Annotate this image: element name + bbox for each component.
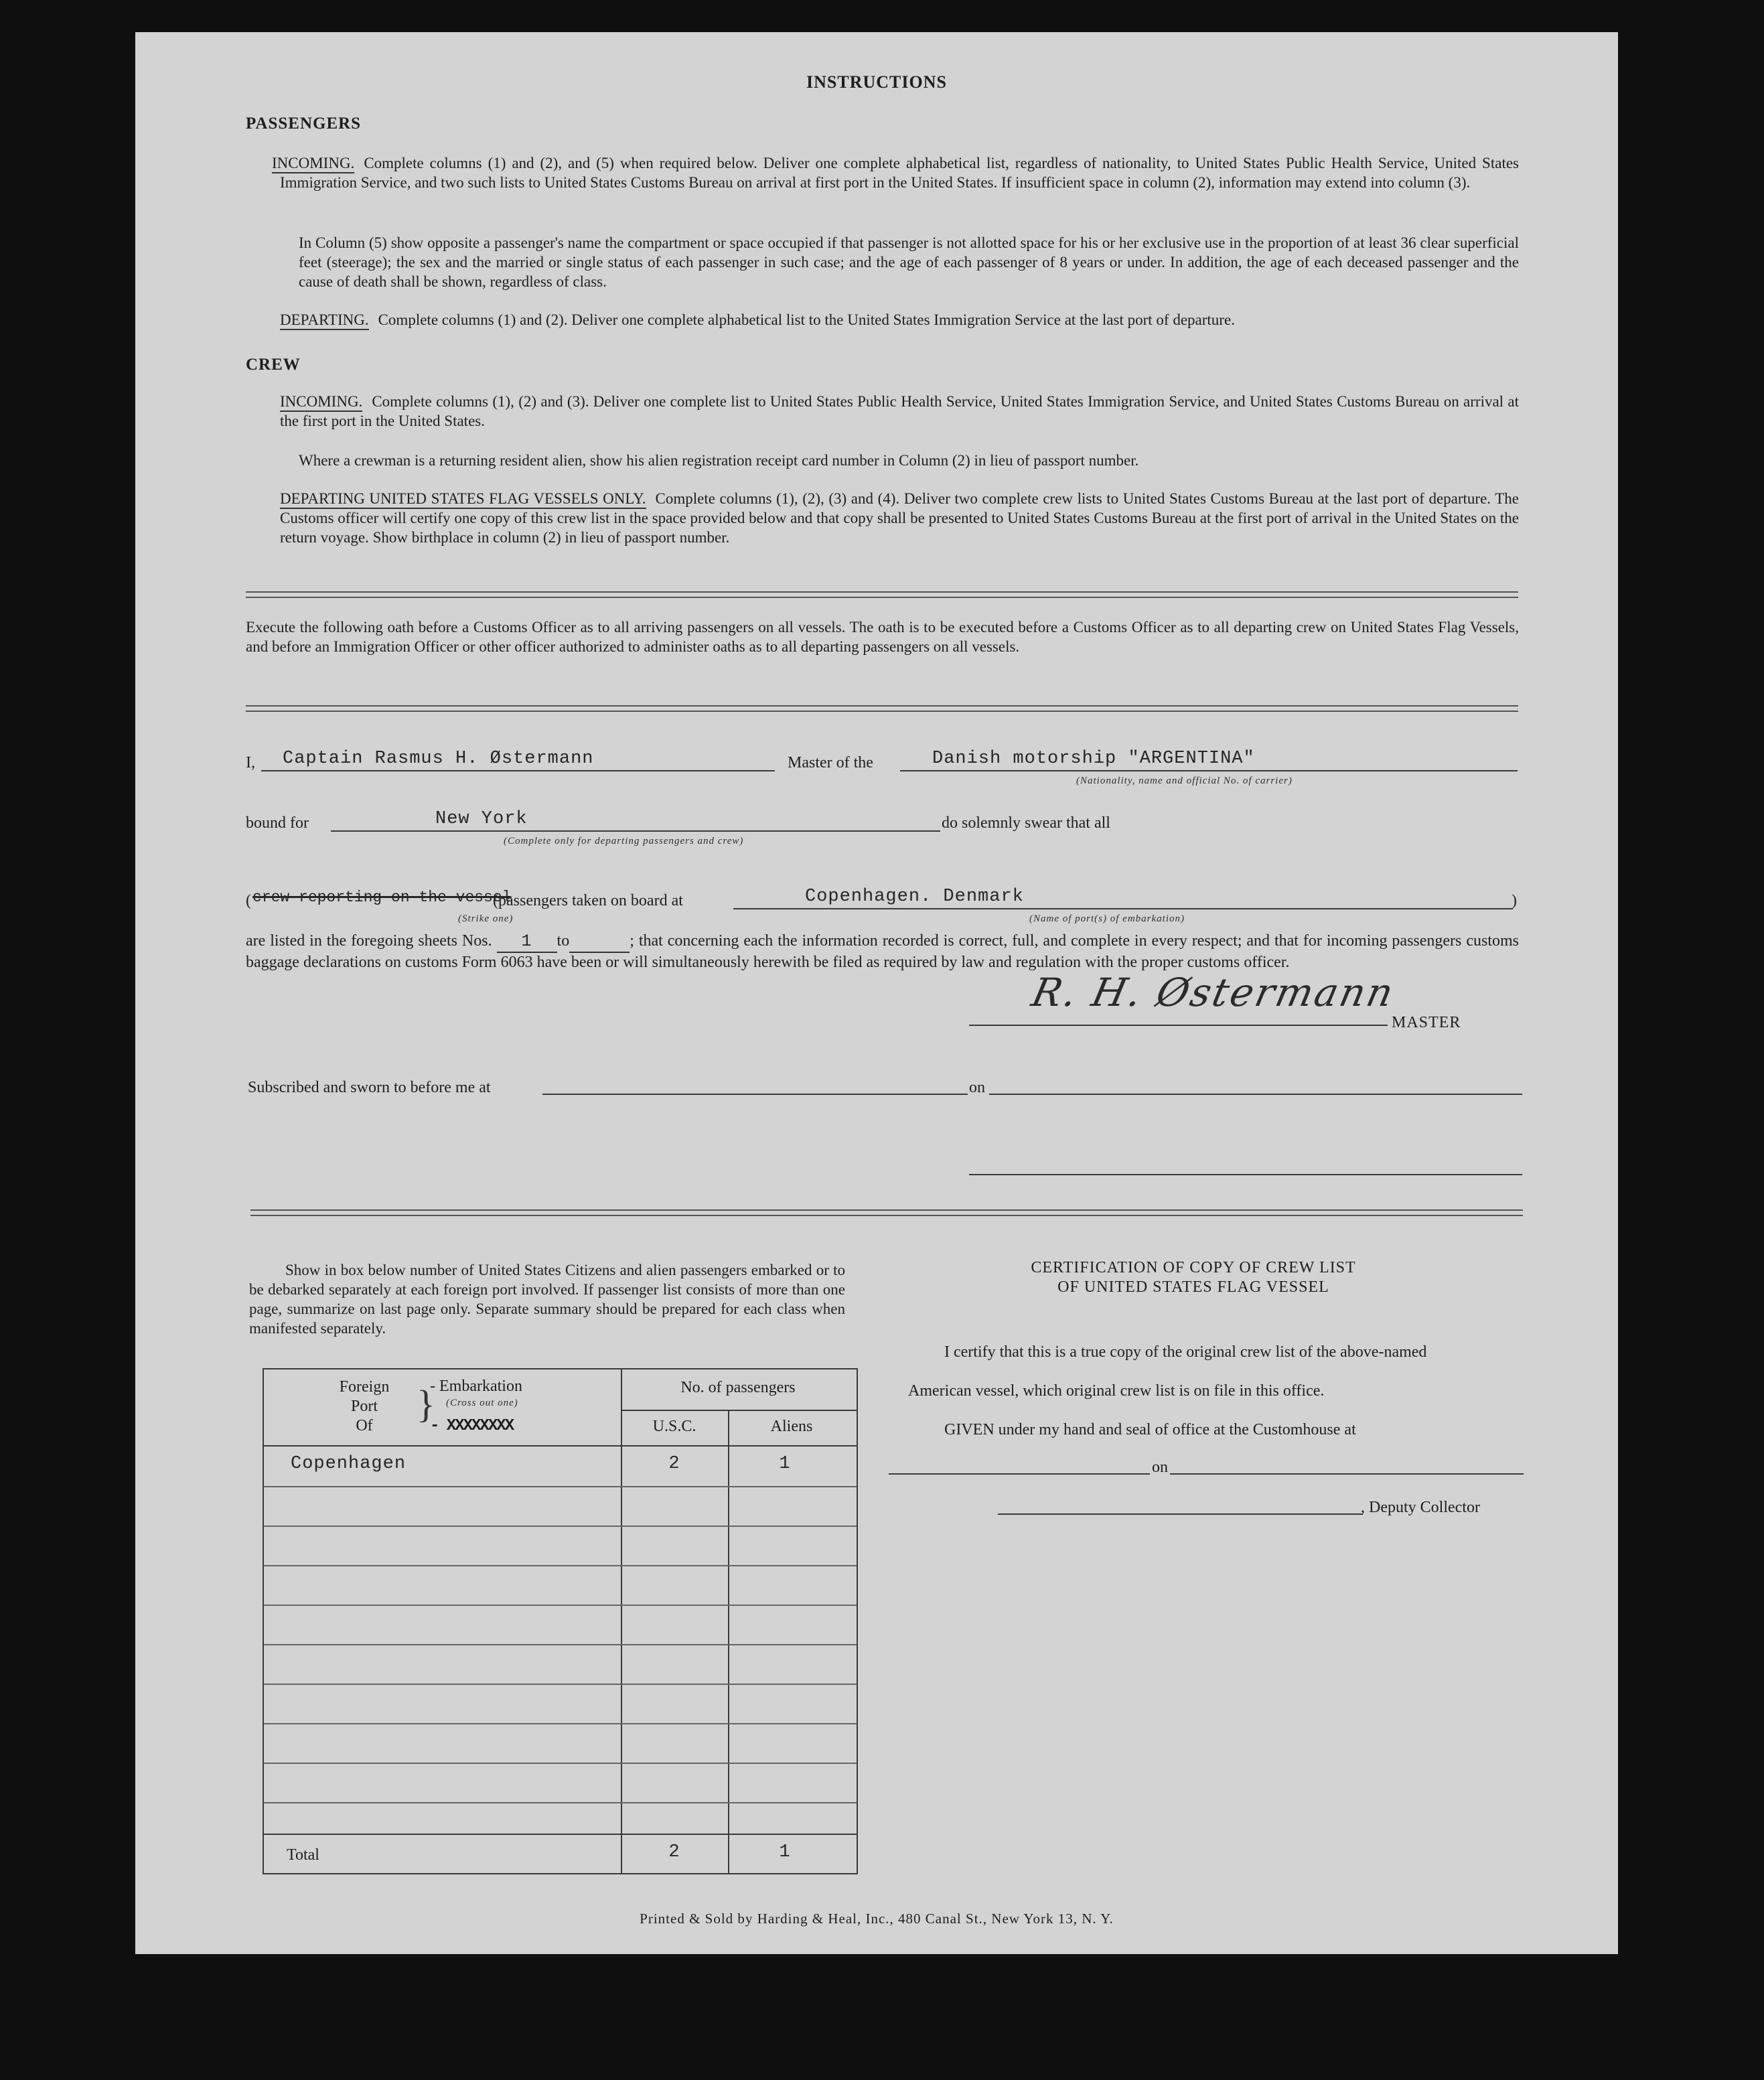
column5-paragraph: In Column (5) show opposite a passenger's name the compartment or space occupied if that passenger is not allotted space for his or her exclusive use in the proportion of at least 36 clear superficial feet (steerage); the sex and the married or single status of each passenger in such case; and the age of each passenger of 8 years or under. In addition, the age of each deceased passenger and the cause of death shall be shown, regardless of class. <box>299 234 1519 290</box>
subscribed-on-label: on <box>969 1079 985 1096</box>
officer-signature-line <box>969 1174 1522 1175</box>
total-label: Total <box>287 1846 319 1864</box>
bound-for-label: bound for <box>246 814 309 832</box>
section-divider <box>246 591 1518 598</box>
listed-label: are listed in the foregoing sheets Nos. <box>246 932 492 950</box>
table-row-line <box>264 1802 857 1803</box>
foreign-label: Foreign <box>339 1378 390 1396</box>
passengers-departing-text: Complete columns (1) and (2). Deliver one complete alphabetical list to the United States Immigration Service at the last port of departure. <box>378 311 1235 328</box>
subscribed-label: Subscribed and sworn to before me at <box>248 1079 491 1096</box>
vessel-value: Danish motorship "ARGENTINA" <box>932 749 1255 769</box>
certification-date-line <box>1170 1473 1524 1475</box>
table-row-line <box>264 1723 857 1724</box>
crew-departing-text: Complete columns (1), (2), (3) and (4). Deliver two complete crew lists to United States Customs Bureau at the last port of departure. The Customs officer will certify one copy of this crew list in the space provided below and that copy shall be presented to United States Customs Bureau at the first port of arrival in the United States on the return voyage. Show birthplace in column (2) in lieu of passport number. <box>280 490 1519 546</box>
table-divider <box>728 1410 729 1873</box>
lower-divider <box>250 1209 1523 1216</box>
master-name-value: Captain Rasmus H. Østermann <box>283 749 594 769</box>
crew-departing-label: DEPARTING UNITED STATES FLAG VESSELS ONLY. <box>280 490 646 509</box>
sheets-paragraph <box>246 932 1519 972</box>
table-total-line <box>264 1834 857 1835</box>
row-port-value: Copenhagen <box>291 1454 407 1474</box>
master-name-line <box>261 770 775 771</box>
page-title: INSTRUCTIONS <box>806 72 947 92</box>
table-header-divider <box>621 1410 857 1411</box>
customhouse-line <box>889 1473 1150 1475</box>
table-header-bottom <box>264 1445 857 1446</box>
table-row-line <box>264 1605 857 1606</box>
certification-on-label: on <box>1152 1459 1168 1476</box>
passenger-summary-table <box>263 1368 858 1874</box>
row-aliens-value: 1 <box>779 1454 791 1474</box>
cross-out-label: (Cross out one) <box>446 1398 518 1408</box>
table-row-line <box>264 1763 857 1764</box>
resident-alien-paragraph: Where a crewman is a returning resident alien, show his alien registration receipt card number in Column (2) in lieu of passport number. <box>299 452 1139 469</box>
certification-line-2: American vessel, which original crew list is on file in this office. <box>908 1382 1325 1400</box>
struck-debarkation: - XXXXXXXX <box>430 1417 514 1435</box>
passengers-departing-label: DEPARTING. <box>280 311 369 330</box>
struck-crew-option: crew reporting on the vessel <box>252 889 512 906</box>
of-label: Of <box>356 1417 373 1434</box>
passengers-incoming-paragraph <box>272 153 1519 192</box>
strike-caption: (Strike one) <box>458 913 514 924</box>
crew-incoming-text: Complete columns (1), (2) and (3). Deliver one complete list to United States Public Health Service, United States Immigration Service, and United States Customs Bureau on arrival at the first port in the United States. <box>280 393 1519 429</box>
port-label: Port <box>350 1398 378 1415</box>
master-label: MASTER <box>1392 1014 1461 1031</box>
table-row-line <box>264 1684 857 1685</box>
total-usc-value: 2 <box>668 1842 680 1862</box>
table-row-line <box>264 1644 857 1645</box>
vessel-line <box>900 770 1518 771</box>
debarkation-label <box>430 1416 513 1435</box>
crew-incoming-paragraph <box>280 392 1519 431</box>
oath-divider <box>246 705 1518 712</box>
oath-intro: Execute the following oath before a Customs Officer as to all arriving passengers on all vessels. The oath is to be executed before a Customs Officer as to all departing crew on United States Flag Vessels, and before an Immigration Officer or other officer authorized to administer oaths as to all departing passengers on all vessels. <box>246 619 1519 655</box>
no-passengers-header: No. of passengers <box>680 1379 796 1396</box>
passengers-departing-paragraph <box>280 310 1519 329</box>
table-row-line <box>264 1526 857 1527</box>
bound-caption: (Complete only for departing passengers and crew) <box>504 836 744 846</box>
embark-port-value: Copenhagen. Denmark <box>805 887 1024 907</box>
bound-for-value: New York <box>435 809 528 829</box>
passengers-taken-label: (passengers taken on board at <box>493 892 683 909</box>
master-signature: R. H. Østermann <box>1027 970 1400 1015</box>
row-usc-value: 2 <box>668 1454 680 1474</box>
deputy-collector-label: , Deputy Collector <box>1361 1499 1480 1516</box>
usc-header: U.S.C. <box>652 1418 696 1435</box>
open-paren: ( <box>246 892 251 909</box>
total-aliens-value: 1 <box>779 1842 791 1862</box>
subscribed-date-line <box>989 1094 1522 1095</box>
sheet-from-value: 1 <box>497 932 557 953</box>
passengers-incoming-text: Complete columns (1) and (2), and (5) when required below. Deliver one complete alphabetical list, regardless of nationality, to United States Public Health Service, United States Immigration Service, and two such lists to United States Customs Bureau on arrival at first port in the United States. If insufficient space in column (2), information may extend into column (3). <box>280 155 1519 191</box>
crew-incoming-label: INCOMING. <box>280 393 362 412</box>
deputy-signature-line <box>998 1513 1363 1515</box>
certification-title-2: OF UNITED STATES FLAG VESSEL <box>1057 1278 1329 1296</box>
document-page <box>135 32 1618 1954</box>
table-row-line <box>264 1565 857 1566</box>
crew-heading: CREW <box>246 356 301 374</box>
printer-footer: Printed & Sold by Harding & Heal, Inc., 480 Canal St., New York 13, N. Y. <box>640 1911 1114 1927</box>
vessel-caption: (Nationality, name and official No. of carrier) <box>1076 775 1293 786</box>
crew-departing-paragraph <box>280 489 1519 547</box>
signature-line <box>969 1025 1388 1026</box>
subscribed-place-line <box>542 1094 968 1095</box>
close-paren: ) <box>1512 892 1517 909</box>
certification-line-3: GIVEN under my hand and seal of office at the Customhouse at <box>944 1421 1356 1438</box>
foreign-port-header <box>334 1378 394 1436</box>
certification-title-1: CERTIFICATION OF COPY OF CREW LIST <box>1031 1259 1356 1276</box>
listed-text-rest: ; that concerning each the information recorded is correct, full, and complete in every respect; and that for incoming passengers customs baggage declarations on customs Form 6063 have been or will simultaneously herewith be filed as required by law and regulation with the proper customs officer. <box>246 932 1519 971</box>
passengers-incoming-label: INCOMING. <box>272 155 354 173</box>
table-row-line <box>264 1486 857 1487</box>
embark-port-line <box>733 908 1513 909</box>
passengers-heading: PASSENGERS <box>246 115 362 133</box>
to-label: to <box>557 932 570 950</box>
certification-line-1: I certify that this is a true copy of the original crew list of the above-named <box>944 1343 1427 1361</box>
brace-icon: } <box>417 1382 435 1426</box>
bound-for-line <box>331 830 940 832</box>
swear-text: do solemnly swear that all <box>942 814 1110 832</box>
sheet-to-line <box>569 932 630 953</box>
master-of-label: Master of the <box>788 754 873 771</box>
embarkation-label: - Embarkation <box>430 1378 522 1395</box>
i-label: I, <box>246 754 255 771</box>
summary-instructions: Show in box below number of United States Citizens and alien passengers embarked or to be debarked separately at each foreign port involved. If passenger list consists of more than one page, summarize on last page only. Separate summary should be prepared for each class when manifested separately. <box>249 1262 845 1337</box>
aliens-header: Aliens <box>770 1418 813 1435</box>
port-caption: (Name of port(s) of embarkation) <box>1029 913 1185 924</box>
